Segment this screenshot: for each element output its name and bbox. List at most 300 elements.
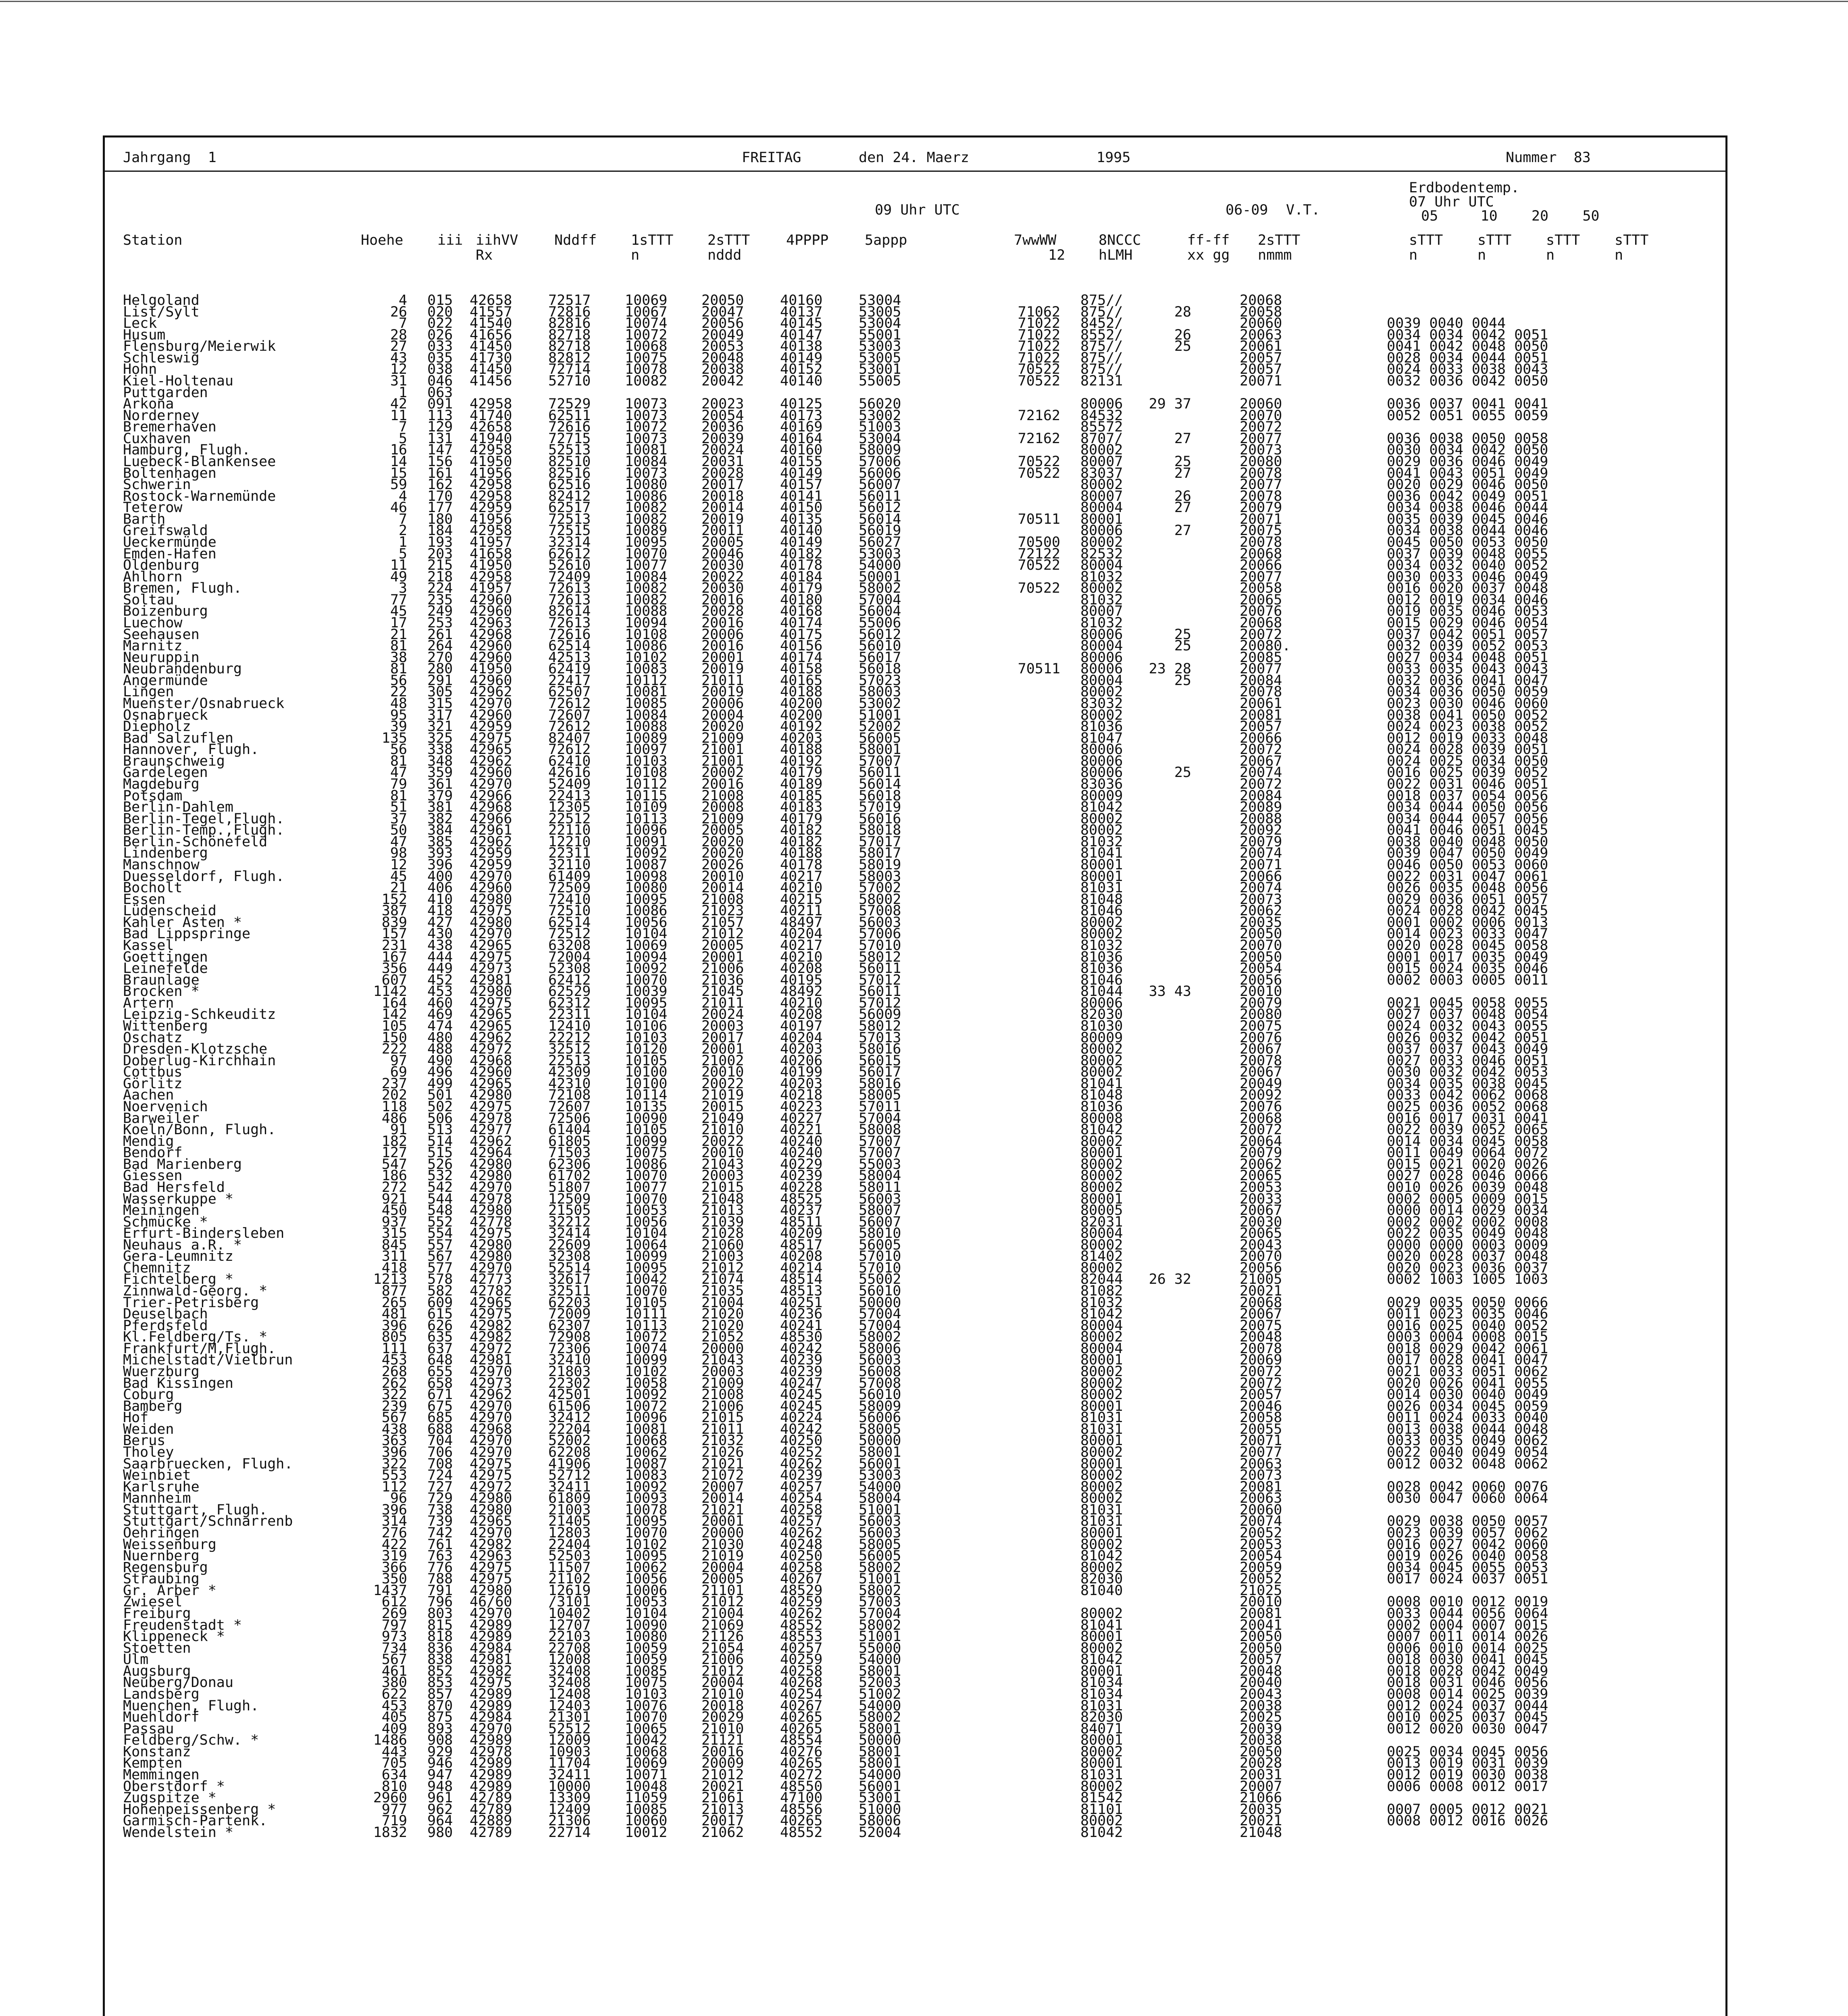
station-name: Bremen, Flugh. xyxy=(123,580,242,597)
nddff: 82407 xyxy=(548,730,591,746)
station-name: Schleswig xyxy=(123,350,200,366)
soil-temps: 0038 0040 0048 0050 xyxy=(1387,833,1548,850)
column-subheader: nddd xyxy=(708,247,742,263)
iihvv: 42961 xyxy=(470,822,512,839)
cloud-group: 80002 xyxy=(1080,477,1123,493)
pressure-group: 40265 xyxy=(780,1720,823,1737)
temp-group: 10111 xyxy=(625,1306,668,1322)
station-id: 361 xyxy=(427,776,453,792)
temp-group: 10060 xyxy=(625,1813,668,1829)
cloud-group: 80002 xyxy=(1080,1387,1123,1403)
cloud-group: 81042 xyxy=(1080,1652,1123,1668)
station-id: 514 xyxy=(427,1133,453,1150)
station-id: 338 xyxy=(427,741,453,758)
soil-temps: 0000 0014 0029 0034 xyxy=(1387,1202,1548,1218)
station-name: Norderney xyxy=(123,407,200,424)
soil-temps: 0034 0045 0055 0053 xyxy=(1387,1559,1548,1576)
cloud-group: 80002 xyxy=(1080,1444,1123,1460)
tendency-group: 54000 xyxy=(859,1767,901,1783)
station-name: Kahler Asten * xyxy=(123,914,242,931)
station-height: 14 xyxy=(390,454,407,470)
station-name: Bocholt xyxy=(123,880,183,896)
nddff: 82718 xyxy=(548,327,591,343)
iihvv: 42972 xyxy=(470,1041,512,1057)
nddff: 21003 xyxy=(548,1502,591,1518)
station-height: 322 xyxy=(381,1456,407,1472)
soil-temps: 0041 0046 0051 0045 xyxy=(1387,822,1548,839)
cloud-group: 80006 xyxy=(1080,995,1123,1011)
nddff: 71503 xyxy=(548,1145,591,1161)
cloud-group: 81042 xyxy=(1080,1122,1123,1138)
iihvv: 42982 xyxy=(470,1317,512,1334)
station-id: 671 xyxy=(427,1387,453,1403)
dew-group: 21062 xyxy=(701,1824,744,1841)
station-name: Muenster/Osnabrueck xyxy=(123,696,285,712)
extreme-temp: 20065 xyxy=(1240,591,1282,608)
station-id: 655 xyxy=(427,1364,453,1380)
iihvv: 42965 xyxy=(470,1018,512,1034)
station-name: Coburg xyxy=(123,1387,174,1403)
station-height: 112 xyxy=(381,1479,407,1495)
nddff: 22609 xyxy=(548,1237,591,1253)
station-id: 488 xyxy=(427,1041,453,1057)
cloud-group: 80006 xyxy=(1080,753,1123,769)
station-height: 142 xyxy=(381,1006,407,1023)
temp-group: 10048 xyxy=(625,1778,668,1795)
nddff: /3101 xyxy=(548,1594,591,1610)
soil-temps: 0037 0039 0048 0055 xyxy=(1387,546,1548,562)
iihvv: 42975 xyxy=(470,1571,512,1587)
dew-group: 20046 xyxy=(701,546,744,562)
iihvv: 41957 xyxy=(470,580,512,597)
extreme-temp: 20078 xyxy=(1240,1340,1282,1357)
station-height: 81 xyxy=(390,753,407,769)
extreme-temp: 20074 xyxy=(1240,880,1282,896)
weather-group: 70522 xyxy=(1018,580,1060,597)
station-height: 810 xyxy=(381,1778,407,1795)
extreme-temp: 20048 xyxy=(1240,1663,1282,1679)
extreme-temp: 20067 xyxy=(1240,1064,1282,1081)
temp-group: 10073 xyxy=(625,407,668,424)
temp-group: 10092 xyxy=(625,1387,668,1403)
pressure-group: 40185 xyxy=(780,787,823,804)
weather-group: 70511 xyxy=(1018,661,1060,677)
station-id: 224 xyxy=(427,580,453,597)
dew-group: 21048 xyxy=(701,1191,744,1207)
extreme-temp: 20052 xyxy=(1240,1571,1282,1587)
temp-group: 10086 xyxy=(625,1156,668,1173)
iihvv: 42966 xyxy=(470,810,512,827)
volume-label: Jahrgang 1 xyxy=(123,150,216,166)
temp-group: 10089 xyxy=(625,523,668,539)
station-name: Giessen xyxy=(123,1168,183,1184)
station-height: 45 xyxy=(390,868,407,885)
temp-group: 10090 xyxy=(625,1617,668,1633)
station-id: 449 xyxy=(427,960,453,977)
table-row xyxy=(105,1573,1725,1585)
dew-group: 21060 xyxy=(701,1237,744,1253)
temp-group: 10070 xyxy=(625,1709,668,1726)
station-id: 742 xyxy=(427,1525,453,1541)
nddff: 62412 xyxy=(548,972,591,988)
iihvv: 46/60 xyxy=(470,1594,512,1610)
station-height: 81 xyxy=(390,787,407,804)
cloud-group: 81032 xyxy=(1080,937,1123,954)
soil-temps: 0024 0028 0042 0045 xyxy=(1387,903,1548,919)
cloud-group: 80002 xyxy=(1080,810,1123,827)
cloud-group: 80002 xyxy=(1080,580,1123,597)
dew-group: 20007 xyxy=(701,1479,744,1495)
dew-group: 21021 xyxy=(701,1502,744,1518)
iihvv: 42975 xyxy=(470,1559,512,1576)
tendency-group: 50000 xyxy=(859,1433,901,1449)
cloud-group: 81101 xyxy=(1080,1801,1123,1818)
station-name: Mannheim xyxy=(123,1490,191,1507)
dew-group: 20004 xyxy=(701,1674,744,1691)
station-id: 490 xyxy=(427,1052,453,1069)
station-name: Berlin-Schönefeld xyxy=(123,833,268,850)
extreme-temp: 20062 xyxy=(1240,1156,1282,1173)
gust-group: 27 xyxy=(1174,430,1191,447)
dew-group: 21054 xyxy=(701,1640,744,1656)
nddff: 32411 xyxy=(548,1767,591,1783)
nddff: 72607 xyxy=(548,1098,591,1115)
dew-group: 21008 xyxy=(701,891,744,908)
pressure-group: 40174 xyxy=(780,615,823,631)
dew-group: 21020 xyxy=(701,1306,744,1322)
temp-group: 10097 xyxy=(625,741,668,758)
nddff: 62306 xyxy=(548,1156,591,1173)
nddff: 72715 xyxy=(548,430,591,447)
station-name: Brocken * xyxy=(123,983,200,1000)
soil-temps: 0037 0042 0051 0057 xyxy=(1387,626,1548,643)
nddff: 72506 xyxy=(548,1110,591,1127)
cloud-group: 83036 xyxy=(1080,776,1123,792)
soil-temps: 0033 0042 0062 0068 xyxy=(1387,1087,1548,1104)
pressure-group: 40199 xyxy=(780,1064,823,1081)
soil-temps: 0037 0037 0043 0049 xyxy=(1387,1041,1548,1057)
iihvv: 42970 xyxy=(470,1720,512,1737)
temp-group: 10069 xyxy=(625,937,668,954)
gust-group: 25 xyxy=(1174,626,1191,643)
tendency-group: 50001 xyxy=(859,569,901,585)
gust-group: 25 xyxy=(1174,454,1191,470)
iihvv: 42981 xyxy=(470,972,512,988)
pressure-group: 40175 xyxy=(780,626,823,643)
temp-group: 10070 xyxy=(625,546,668,562)
station-name: Boizenburg xyxy=(123,603,208,620)
station-name: Luebeck-Blankensee xyxy=(123,454,276,470)
station-id: 761 xyxy=(427,1536,453,1553)
iihvv: 42970 xyxy=(470,926,512,942)
extreme-temp: 20078 xyxy=(1240,488,1282,504)
station-height: 43 xyxy=(390,350,407,366)
iihvv: 42968 xyxy=(470,799,512,816)
nddff: 72513 xyxy=(548,511,591,527)
dew-group: 20039 xyxy=(701,430,744,447)
station-height: 453 xyxy=(381,1697,407,1714)
dew-group: 21009 xyxy=(701,810,744,827)
nddff: 72616 xyxy=(548,626,591,643)
soil-temps: 0011 0049 0064 0072 xyxy=(1387,1145,1548,1161)
table-row xyxy=(105,1271,1725,1288)
cloud-group: 81030 xyxy=(1080,1018,1123,1034)
pressure-group: 40227 xyxy=(780,1110,823,1127)
cloud-group: 81048 xyxy=(1080,891,1123,908)
station-id: 418 xyxy=(427,903,453,919)
station-id: 946 xyxy=(427,1755,453,1772)
station-name: Arkona xyxy=(123,396,174,412)
tendency-group: 56003 xyxy=(859,1513,901,1530)
cloud-group: 8452/ xyxy=(1080,315,1123,332)
pressure-group: 40165 xyxy=(780,672,823,689)
temp-group: 10096 xyxy=(625,1410,668,1426)
iihvv: 42970 xyxy=(470,1433,512,1449)
station-name: Artern xyxy=(123,995,174,1011)
cloud-group: 81032 xyxy=(1080,1294,1123,1311)
cloud-group: 80007 xyxy=(1080,488,1123,504)
soil-temps: 0030 0047 0060 0064 xyxy=(1387,1490,1548,1507)
soil-temps: 0025 0036 0052 0068 xyxy=(1387,1098,1548,1115)
dew-group: 20054 xyxy=(701,407,744,424)
station-id: 582 xyxy=(427,1283,453,1299)
cloud-group: 80004 xyxy=(1080,557,1123,574)
column-subheader: hLMH xyxy=(1099,247,1133,263)
dew-group: 21015 xyxy=(701,1410,744,1426)
cloud-group: 81032 xyxy=(1080,591,1123,608)
pressure-group: 40242 xyxy=(780,1340,823,1357)
station-height: 97 xyxy=(390,1052,407,1069)
nddff: 63208 xyxy=(548,937,591,954)
station-name: Schwerin xyxy=(123,477,191,493)
station-name: Bad Kissingen xyxy=(123,1375,233,1391)
iihvv: 42970 xyxy=(470,696,512,712)
column-subheader: n xyxy=(1546,247,1555,263)
station-id: 688 xyxy=(427,1421,453,1437)
station-name: Berus xyxy=(123,1433,166,1449)
dew-group: 20036 xyxy=(701,419,744,435)
nddff: 22714 xyxy=(548,1824,591,1841)
extreme-temp: 20080 xyxy=(1240,454,1282,470)
temp-group: 10091 xyxy=(625,833,668,850)
cloud-group: 80002 xyxy=(1080,1329,1123,1345)
station-name: Cuxhaven xyxy=(123,430,191,447)
soil-temps: 0016 0027 0042 0060 xyxy=(1387,1536,1548,1553)
station-height: 461 xyxy=(381,1663,407,1679)
station-id: 675 xyxy=(427,1398,453,1414)
iihvv: 42965 xyxy=(470,1294,512,1311)
iihvv: 42981 xyxy=(470,1652,512,1668)
soil-temps: 0016 0020 0037 0048 xyxy=(1387,580,1548,597)
dew-group: 20020 xyxy=(701,845,744,862)
nddff: 42501 xyxy=(548,1387,591,1403)
nddff: 62410 xyxy=(548,753,591,769)
soil-temps: 0016 0025 0039 0052 xyxy=(1387,764,1548,781)
cloud-group: 8707/ xyxy=(1080,430,1123,447)
tendency-group: 53003 xyxy=(859,1467,901,1484)
dew-group: 20010 xyxy=(701,1064,744,1081)
cloud-group: 81042 xyxy=(1080,799,1123,816)
station-name: Garmisch-Partenk. xyxy=(123,1813,268,1829)
cloud-group: 81042 xyxy=(1080,1824,1123,1841)
pressure-group: 40179 xyxy=(780,580,823,597)
pressure-group: 40206 xyxy=(780,1052,823,1069)
dew-group: 20002 xyxy=(701,764,744,781)
temp-group: 10082 xyxy=(625,500,668,516)
extreme-temp: 20075 xyxy=(1240,1317,1282,1334)
extreme-temp: 20068 xyxy=(1240,1294,1282,1311)
soil-temps: 0002 1003 1005 1003 xyxy=(1387,1271,1548,1288)
cloud-group: 83037 xyxy=(1080,465,1123,481)
extreme-temp: 20060 xyxy=(1240,396,1282,412)
pressure-group: 40252 xyxy=(780,1444,823,1460)
iihvv: 42978 xyxy=(470,1191,512,1207)
report-year: 1995 xyxy=(1097,150,1131,166)
extreme-temp: 20058 xyxy=(1240,1410,1282,1426)
extreme-temp: 20075 xyxy=(1240,523,1282,539)
temp-group: 10088 xyxy=(625,719,668,735)
nddff: 32511 xyxy=(548,1283,591,1299)
extreme-temp: 20059 xyxy=(1240,1559,1282,1576)
dew-group: 21015 xyxy=(701,1179,744,1195)
iihvv: 42960 xyxy=(470,649,512,666)
tendency-group: 58001 xyxy=(859,1755,901,1772)
station-id: 815 xyxy=(427,1617,453,1633)
extreme-temp: 20048 xyxy=(1240,1329,1282,1345)
cloud-group: 80002 xyxy=(1080,1156,1123,1173)
soil-temps: 0002 0002 0002 0008 xyxy=(1387,1214,1548,1230)
station-id: 291 xyxy=(427,672,453,689)
weather-group: 70511 xyxy=(1018,511,1060,527)
extreme-temp: 20074 xyxy=(1240,1513,1282,1530)
soil-temps: 0026 0035 0048 0056 xyxy=(1387,880,1548,896)
temp-group: 10070 xyxy=(625,972,668,988)
temp-group: 10102 xyxy=(625,1364,668,1380)
temp-group: 10072 xyxy=(625,419,668,435)
extreme-temp: 20065 xyxy=(1240,1225,1282,1242)
soil-temps: 0029 0036 0051 0057 xyxy=(1387,891,1548,908)
station-height: 921 xyxy=(381,1191,407,1207)
iihvv: 41940 xyxy=(470,430,512,447)
station-id: 063 xyxy=(427,384,453,401)
station-id: 235 xyxy=(427,591,453,608)
station-height: 26 xyxy=(390,304,407,320)
temp-group: 10113 xyxy=(625,810,668,827)
extreme-temp: 20081 xyxy=(1240,1479,1282,1495)
soil-temps: 0034 0036 0050 0059 xyxy=(1387,684,1548,700)
tendency-group: 51002 xyxy=(859,1686,901,1702)
extreme-temp: 20075 xyxy=(1240,1018,1282,1034)
cloud-group: 80002 xyxy=(1080,1041,1123,1057)
station-id: 444 xyxy=(427,949,453,965)
extreme-temp: 20028 xyxy=(1240,1755,1282,1772)
cloud-group: 80005 xyxy=(1080,1202,1123,1218)
cloud-group: 83032 xyxy=(1080,696,1123,712)
station-height: 612 xyxy=(381,1594,407,1610)
extreme-temp: 20065 xyxy=(1240,1168,1282,1184)
tendency-group: 58016 xyxy=(859,1075,901,1092)
station-height: 1 xyxy=(398,534,407,550)
tendency-group: 55005 xyxy=(859,373,901,389)
station-height: 12 xyxy=(390,856,407,873)
dew-group: 20022 xyxy=(701,1075,744,1092)
station-id: 393 xyxy=(427,845,453,862)
dew-group: 20001 xyxy=(701,1041,744,1057)
extreme-temp: 20077 xyxy=(1240,661,1282,677)
station-height: 973 xyxy=(381,1629,407,1645)
dew-group: 21019 xyxy=(701,1548,744,1564)
soil-temps: 0024 0025 0034 0050 xyxy=(1387,753,1548,769)
tendency-group: 58001 xyxy=(859,1663,901,1679)
tendency-group: 56027 xyxy=(859,534,901,550)
soil-temps: 0015 0024 0035 0046 xyxy=(1387,960,1548,977)
extreme-temp: 20073 xyxy=(1240,442,1282,458)
temp-group: 10075 xyxy=(625,1674,668,1691)
station-height: 322 xyxy=(381,1387,407,1403)
tendency-group: 58019 xyxy=(859,856,901,873)
iihvv: 42989 xyxy=(470,1732,512,1749)
station-height: 438 xyxy=(381,1421,407,1437)
temp-group: 10113 xyxy=(625,1317,668,1334)
temp-group: 10078 xyxy=(625,1502,668,1518)
pressure-group: 40258 xyxy=(780,1663,823,1679)
soil-temps: 0002 0005 0009 0015 xyxy=(1387,1191,1548,1207)
nddff: 21306 xyxy=(548,1813,591,1829)
extreme-temp: 20053 xyxy=(1240,1179,1282,1195)
tendency-group: 56017 xyxy=(859,649,901,666)
temp-group: 10085 xyxy=(625,1663,668,1679)
column-header: Nddff xyxy=(554,232,597,248)
tendency-group: 58001 xyxy=(859,1743,901,1760)
iihvv: 42960 xyxy=(470,880,512,896)
dew-group: 20006 xyxy=(701,696,744,712)
dew-group: 20024 xyxy=(701,1006,744,1023)
iihvv: 42970 xyxy=(470,868,512,885)
extreme-temp: 20064 xyxy=(1240,1133,1282,1150)
station-name: Stuttgart, Flugh. xyxy=(123,1502,268,1518)
iihvv: 42968 xyxy=(470,1052,512,1069)
station-id: 838 xyxy=(427,1652,453,1668)
station-name: Wendelstein * xyxy=(123,1824,233,1841)
station-id: 321 xyxy=(427,719,453,735)
station-id: 325 xyxy=(427,730,453,746)
temp-group: 10065 xyxy=(625,1720,668,1737)
soil-temps: 0014 0034 0045 0058 xyxy=(1387,1133,1548,1150)
extreme-temp: 20010 xyxy=(1240,983,1282,1000)
station-height: 607 xyxy=(381,972,407,988)
cloud-group: 80002 xyxy=(1080,1467,1123,1484)
dew-group: 21008 xyxy=(701,787,744,804)
tendency-group: 58005 xyxy=(859,1421,901,1437)
iihvv: 42962 xyxy=(470,1029,512,1046)
pressure-group: 40204 xyxy=(780,1029,823,1046)
station-name: Bad Marienberg xyxy=(123,1156,242,1173)
iihvv: 42962 xyxy=(470,753,512,769)
table-row xyxy=(105,375,1725,387)
extreme-temp: 20038 xyxy=(1240,1697,1282,1714)
station-id: 410 xyxy=(427,891,453,908)
station-height: 39 xyxy=(390,719,407,735)
cloud-group: 80002 xyxy=(1080,1179,1123,1195)
cloud-group: 81042 xyxy=(1080,1548,1123,1564)
station-name: Braunlage xyxy=(123,972,200,988)
iihvv: 42975 xyxy=(470,1674,512,1691)
cloud-group: 80002 xyxy=(1080,1559,1123,1576)
tendency-group: 53002 xyxy=(859,407,901,424)
pressure-group: 40168 xyxy=(780,603,823,620)
temp-group: 10100 xyxy=(625,1064,668,1081)
station-height: 95 xyxy=(390,707,407,723)
